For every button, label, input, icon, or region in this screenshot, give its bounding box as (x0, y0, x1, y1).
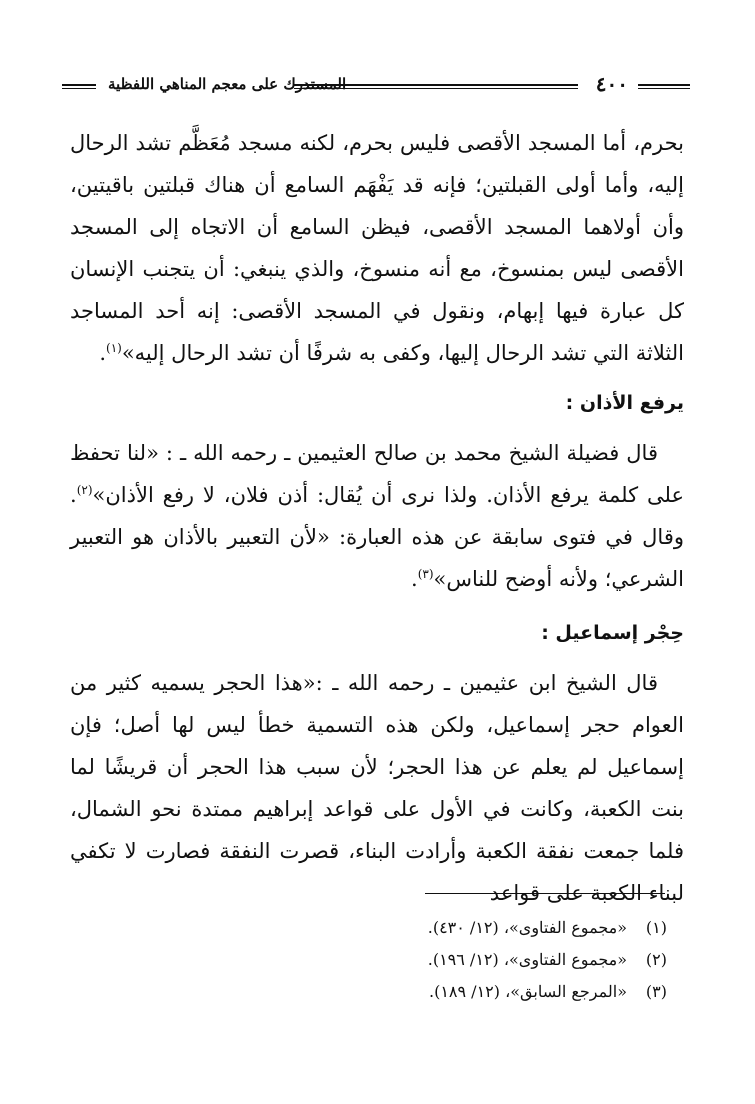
footnote-separator (425, 893, 665, 894)
page-body (70, 122, 684, 914)
footnote-item (87, 976, 667, 1008)
running-title: المستدرك على معجم المناهي اللفظية (108, 75, 347, 93)
paragraph-2-text-b: . وقال في فتوى سابقة عن هذه العبارة: «لأن التعبير بالأذان هو التعبير الشرعي؛ ولأنه أوضح للناس» (70, 483, 684, 591)
footnote-text: «مجموع الفتاوى»، (١٢/ ١٩٦). (427, 950, 627, 969)
paragraph-3 (70, 662, 684, 914)
footnote-number: (١) (645, 918, 667, 937)
paragraph-2-end: . (411, 567, 418, 591)
page-number: ٤٠٠ (595, 72, 628, 96)
footnote-text: «المرجع السابق»، (١٢/ ١٨٩). (428, 982, 627, 1001)
footnotes (87, 912, 667, 1008)
footnote-item (87, 944, 667, 976)
paragraph-2-text-a: قال فضيلة الشيخ محمد بن صالح العثيمين ـ رحمه الله ـ : «لنا تحفظ على كلمة يرفع الأذان. ولذا نرى أن يُقال: أذن فلان، لا رفع الأذان» (70, 441, 684, 507)
footnote-ref-2: (٢) (76, 483, 93, 497)
paragraph-1-end: . (99, 341, 106, 365)
header-rule-right (638, 84, 690, 89)
footnote-ref-3: (٣) (417, 567, 434, 581)
header-rule-left (62, 84, 96, 89)
paragraph-1 (70, 122, 684, 374)
footnote-ref-1: (١) (106, 341, 122, 355)
footnote-number: (٢) (645, 950, 667, 969)
page-header (62, 72, 690, 102)
paragraph-2 (70, 432, 684, 600)
section-heading-yarfa-al-adhan: يرفع الأذان : (565, 392, 684, 414)
footnote-text: «مجموع الفتاوى»، (١٢/ ٤٣٠). (427, 918, 627, 937)
paragraph-1-text: بحرم، أما المسجد الأقصى فليس بحرم، لكنه مسجد مُعَظَّم تشد الرحال إليه، وأما أولى القبلتين؛ فإنه قد يَفْهَم السامع أن هناك قبلتين باقيتين، وأن أولاهما المسجد الأقصى، فيظن السامع أن الاتجاه إلى المسجد الأقصى ليس بمنسوخ، مع أنه منسوخ، والذي ينبغي: أن يتجنب الإنسان كل عبارة فيها إبهام، ونقول في المسجد الأقصى: إنه أحد المساجد الثلاثة التي تشد الرحال إليها، وكفى به شرفًا أن تشد الرحال إليه» (70, 131, 684, 365)
footnote-item (87, 912, 667, 944)
section-heading-hijr-ismail: حِجْر إسماعيل : (541, 622, 684, 644)
footnote-number: (٣) (645, 982, 667, 1001)
paragraph-3-text: قال الشيخ ابن عثيمين ـ رحمه الله ـ :«هذا الحجر يسميه كثير من العوام حجر إسماعيل، ولكن هذه التسمية خطأ ليس لها أصل؛ فإن إسماعيل لم يعلم عن هذا الحجر؛ لأن سبب هذا الحجر أن قريشًا لما بنت الكعبة، وكانت في الأول على قواعد إبراهيم ممتدة نحو الشمال، فلما جمعت نفقة الكعبة وأرادت البناء، قصرت النفقة فصارت لا تكفي لبناء الكعبة على قواعد (70, 671, 684, 905)
